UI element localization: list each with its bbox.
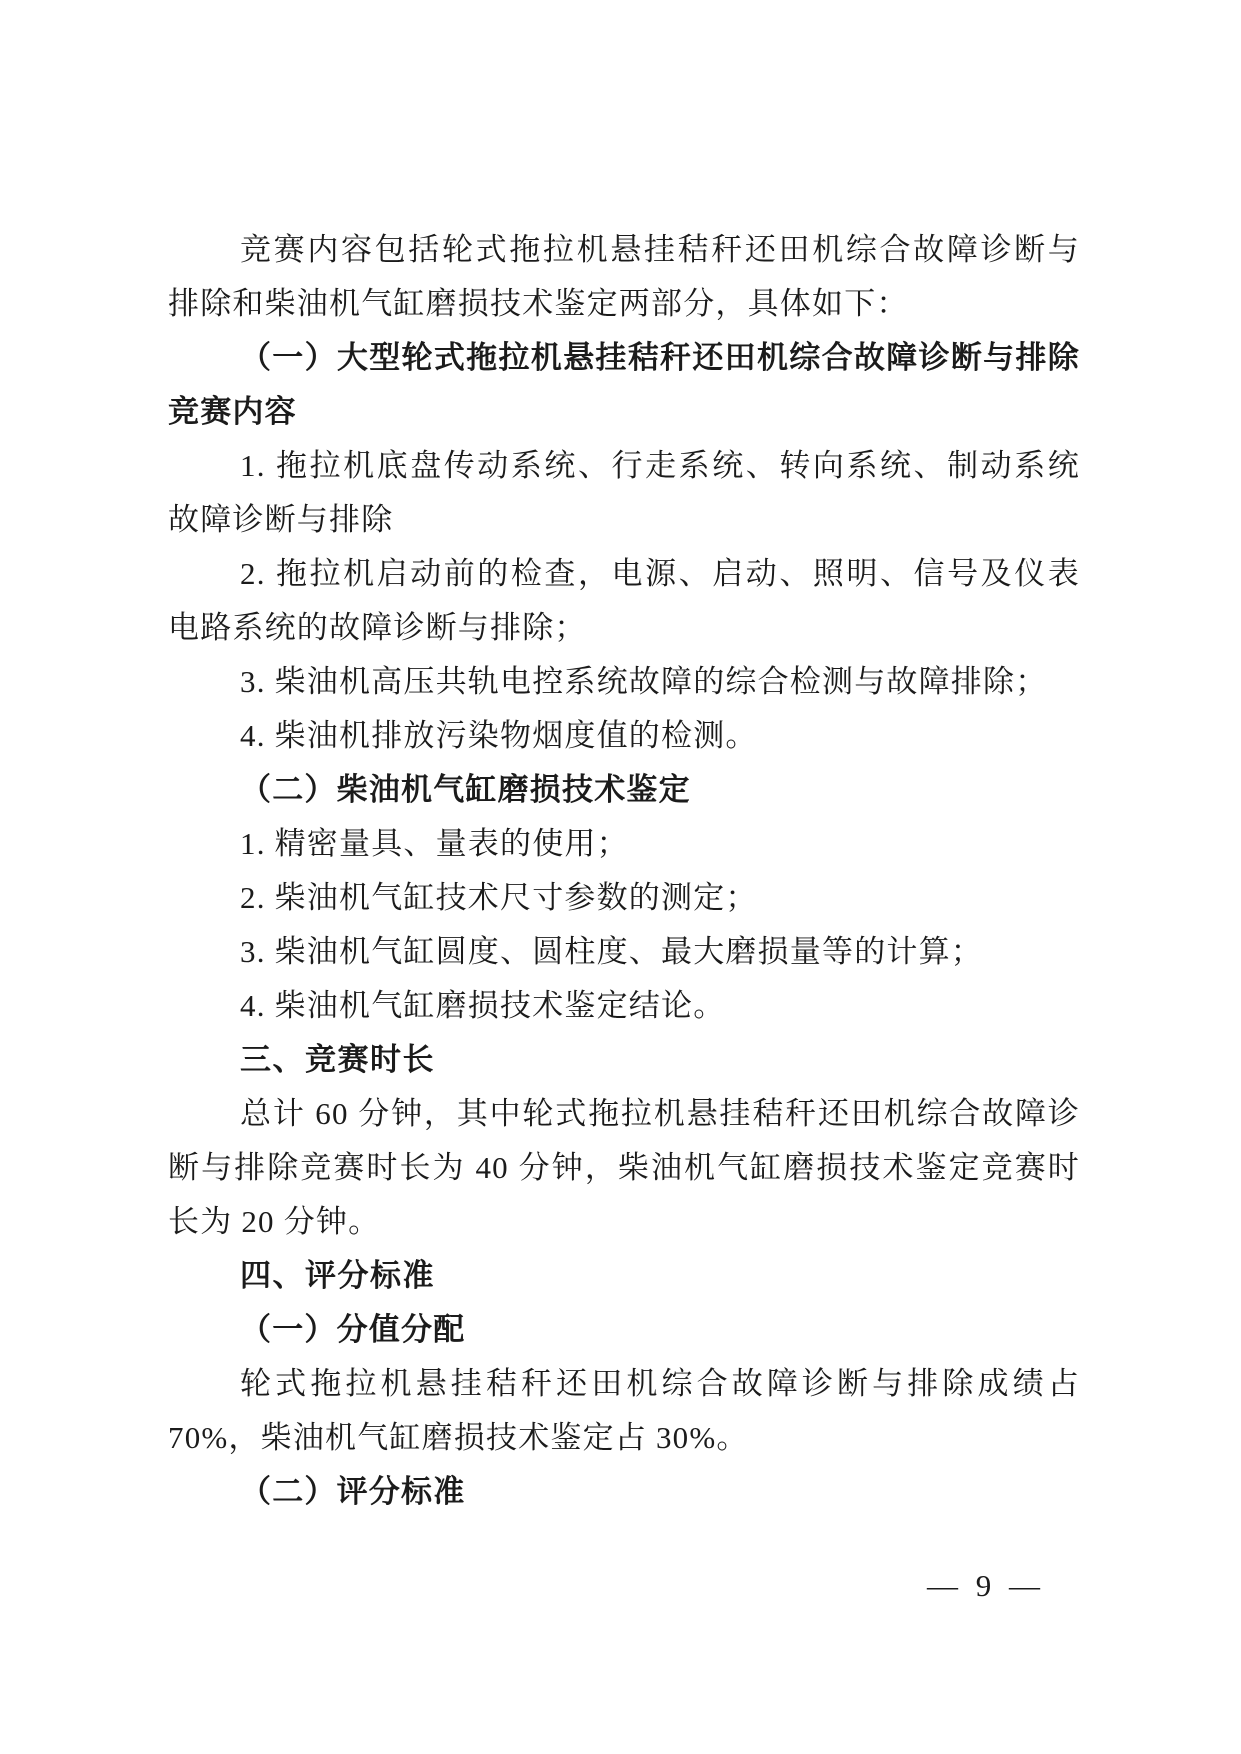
text-line: 4. 柴油机排放污染物烟度值的检测。 <box>240 718 758 753</box>
text-line: 70%，柴油机气缸磨损技术鉴定占 30%。 <box>168 1420 749 1455</box>
subheading-cylinder-wear-appraisal: （二）柴油机气缸磨损技术鉴定 <box>240 772 691 807</box>
text-line: 2. 拖拉机启动前的检查，电源、启动、照明、信号及仪表 <box>240 556 1080 591</box>
text-line: 1. 拖拉机底盘传动系统、行走系统、转向系统、制动系统 <box>240 448 1080 483</box>
subheading-scoring-criteria: （二）评分标准 <box>240 1474 466 1509</box>
text-line: 故障诊断与排除 <box>168 502 394 537</box>
subheading-tractor-fault-diagnosis-cont: 竞赛内容 <box>168 394 297 429</box>
text-line: 断与排除竞赛时长为 40 分钟，柴油机气缸磨损技术鉴定竞赛时 <box>168 1150 1080 1185</box>
text-line: 竞赛内容包括轮式拖拉机悬挂秸秆还田机综合故障诊断与 <box>240 232 1080 267</box>
text-line: 轮式拖拉机悬挂秸秆还田机综合故障诊断与排除成绩占 <box>240 1366 1080 1401</box>
text-line: 3. 柴油机高压共轨电控系统故障的综合检测与故障排除； <box>240 664 1048 699</box>
text-line: 排除和柴油机气缸磨损技术鉴定两部分，具体如下： <box>168 286 909 321</box>
text-line: 电路系统的故障诊断与排除； <box>168 610 587 645</box>
text-line: 2. 柴油机气缸技术尺寸参数的测定； <box>240 880 758 915</box>
subheading-tractor-fault-diagnosis: （一）大型轮式拖拉机悬挂秸秆还田机综合故障诊断与排除 <box>240 340 1080 375</box>
heading-competition-duration: 三、竞赛时长 <box>240 1042 435 1077</box>
text-line: 总计 60 分钟，其中轮式拖拉机悬挂秸秆还田机综合故障诊 <box>240 1096 1080 1131</box>
heading-scoring-criteria: 四、评分标准 <box>240 1258 435 1293</box>
subheading-score-distribution: （一）分值分配 <box>240 1312 466 1347</box>
text-line: 4. 柴油机气缸磨损技术鉴定结论。 <box>240 988 726 1023</box>
page-number: — 9 — <box>927 1568 1045 1603</box>
text-line: 1. 精密量具、量表的使用； <box>240 826 629 861</box>
text-line: 3. 柴油机气缸圆度、圆柱度、最大磨损量等的计算； <box>240 934 983 969</box>
document-body <box>168 223 1080 1519</box>
text-line: 长为 20 分钟。 <box>168 1204 381 1239</box>
